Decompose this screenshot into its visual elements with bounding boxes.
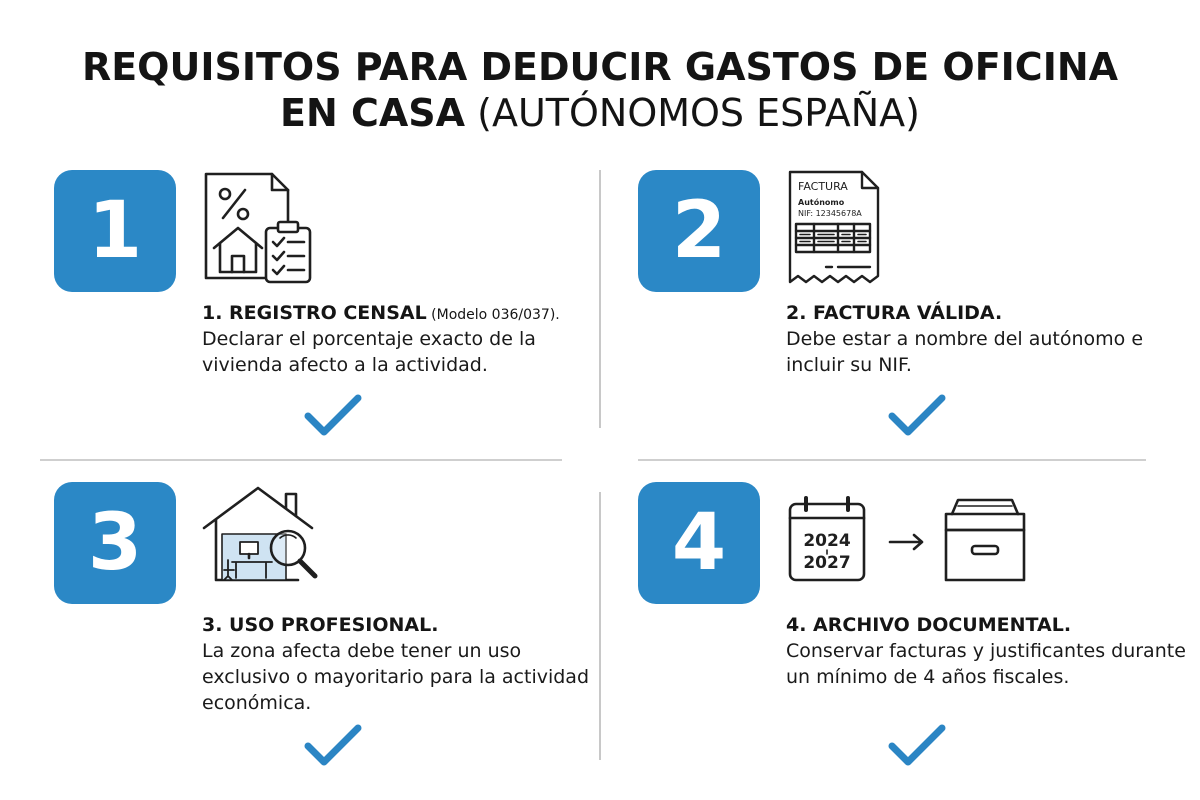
requirement-card-3 [54,482,614,782]
step-badge-2: 2 [638,170,760,292]
page-title [0,44,1200,136]
step-badge-1: 1 [54,170,176,292]
requirement-description-3: La zona afecta debe tener un uso exclusivo o mayoritario para la actividad económica. [202,640,590,714]
requirement-card-4 [638,482,1198,782]
step-badge-3: 3 [54,482,176,604]
requirement-heading-1 [202,302,622,324]
checkmark-icon [888,722,946,773]
requirement-heading-2 [786,302,1200,324]
requirement-card-2 [638,170,1198,470]
heading-text-2: 2. FACTURA VÁLIDA. [786,302,1003,324]
title-line-2-light: (AUTÓNOMOS ESPAÑA) [465,91,920,135]
heading-text-3: 3. USO PROFESIONAL. [202,614,439,636]
requirement-description-1: Declarar el porcentaje exacto de la vivienda afecto a la actividad. [202,328,536,376]
checkmark-icon [888,392,946,443]
requirement-heading-4 [786,614,1200,636]
checkmark-icon [304,392,362,443]
invoice-label: FACTURA [798,180,848,193]
invoice-nif: NIF: 12345678A [798,209,862,218]
heading-subtext-1: (Modelo 036/037). [426,307,560,323]
invoice-icon [786,170,886,293]
percentage-house-checklist-icon [202,170,327,293]
requirement-description-4: Conservar facturas y justificantes durante un mínimo de 4 años fiscales. [786,640,1186,688]
title-line-2-bold: EN CASA [279,91,466,135]
calendar-year-start: 2024 [803,531,851,551]
step-badge-4: 4 [638,482,760,604]
requirement-heading-3 [202,614,622,636]
calendar-archive-icon [786,494,1031,591]
requirement-description-2: Debe estar a nombre del autónomo e incluir su NIF. [786,328,1144,376]
house-office-magnifier-icon [202,484,327,589]
heading-text-4: 4. ARCHIVO DOCUMENTAL. [786,614,1072,636]
requirement-card-1 [54,170,614,470]
title-line-1: REQUISITOS PARA DEDUCIR GASTOS DE OFICINA [81,45,1119,89]
calendar-year-end: 2027 [803,553,851,573]
heading-text-1: 1. REGISTRO CENSAL [202,302,427,324]
checkmark-icon [304,722,362,773]
invoice-name: Autónomo [798,198,845,207]
